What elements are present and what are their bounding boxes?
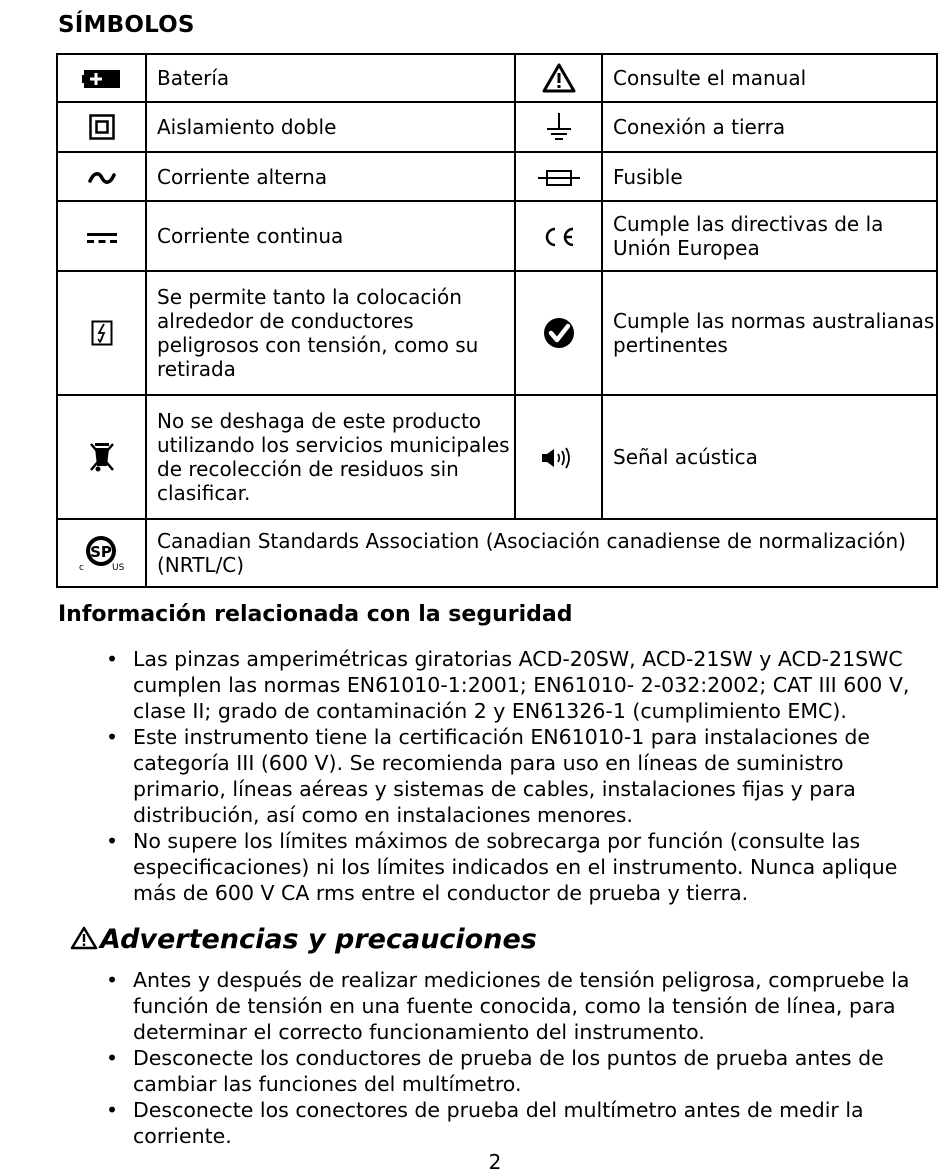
warnings-heading: Advertencias y precauciones xyxy=(100,924,537,955)
symbol-description: Batería xyxy=(146,54,515,102)
symbol-cell xyxy=(515,152,602,201)
symbol-cell xyxy=(57,102,146,152)
symbol-description: Fusible xyxy=(602,152,937,201)
alternating-current-icon xyxy=(88,171,116,185)
symbol-cell xyxy=(57,395,146,519)
symbol-cell xyxy=(57,152,146,201)
symbols-row xyxy=(57,271,937,395)
warning-triangle-icon xyxy=(70,926,98,950)
crossed-bin-icon xyxy=(89,440,115,474)
symbol-description: Corriente continua xyxy=(146,201,515,271)
symbol-description: No se deshaga de este producto utilizando los servicios municipales de recolección de residuos sin clasificar. xyxy=(146,395,515,519)
page-number: 2 xyxy=(488,1150,502,1174)
warnings-heading-block xyxy=(70,924,537,955)
list-item: • Las pinzas amperimétricas giratorias ACD-20SW, ACD-21SW y ACD-21SWC cumplen las normas EN61010-1:2001; EN61010- 2-032:2002; CAT III 600 V, clase II; grado de contaminación 2 y EN61326-1 (cumplimiento EMC). xyxy=(106,646,936,724)
csa-mark-icon xyxy=(75,533,129,573)
symbol-cell xyxy=(515,395,602,519)
list-item: • Antes y después de realizar mediciones de tensión peligrosa, compruebe la función de tensión en una fuente conocida, como la tensión de línea, para determinar el correcto funcionamiento del instrumento. xyxy=(106,967,936,1045)
symbols-table xyxy=(56,53,938,588)
symbol-cell xyxy=(57,519,146,587)
list-item: • Este instrumento tiene la certificación EN61010-1 para instalaciones de categoría III (600 V). Se recomienda para uso en líneas de suministro primario, líneas aéreas y sistemas de cables, instalaciones fijas y para distribución, así como en instalaciones menores. xyxy=(106,724,936,828)
symbol-description: Se permite tanto la colocación alrededor de conductores peligrosos con tensión, como su retirada xyxy=(146,271,515,395)
symbol-cell xyxy=(515,102,602,152)
csa-c-letter: c xyxy=(78,563,84,573)
list-item: • No supere los límites máximos de sobrecarga por función (consulte las especificaciones) ni los límites indicados en el instrumento. Nunca aplique más de 600 V CA rms entre el conductor de prueba y tierra. xyxy=(106,828,936,906)
csa-main-letters: SP xyxy=(89,543,112,561)
csa-us-letters: US xyxy=(111,563,124,573)
safety-list xyxy=(106,646,936,906)
hazardous-conductor-icon xyxy=(91,320,113,346)
symbol-cell xyxy=(57,54,146,102)
symbol-description: Conexión a tierra xyxy=(602,102,937,152)
symbols-row xyxy=(57,201,937,271)
symbol-description: Canadian Standards Association (Asociación canadiense de normalización) (NRTL/C) xyxy=(146,519,937,587)
symbols-row xyxy=(57,152,937,201)
symbols-row xyxy=(57,395,937,519)
symbol-description: Consulte el manual xyxy=(602,54,937,102)
ce-mark-icon xyxy=(541,226,577,248)
speaker-beep-icon xyxy=(541,446,577,470)
warning-triangle-icon xyxy=(542,63,576,93)
warnings-list xyxy=(106,967,936,1149)
list-item: • Desconecte los conductores de prueba de los puntos de prueba antes de cambiar las funciones del multímetro. xyxy=(106,1045,936,1097)
symbol-description: Cumple las normas australianas pertinentes xyxy=(602,271,937,395)
symbol-cell xyxy=(57,201,146,271)
symbols-row xyxy=(57,519,937,587)
double-insulation-icon xyxy=(89,114,115,140)
symbols-row xyxy=(57,54,937,102)
symbol-cell xyxy=(515,54,602,102)
symbol-description: Corriente alterna xyxy=(146,152,515,201)
symbol-cell xyxy=(515,201,602,271)
list-item: • Desconecte los conectores de prueba del multímetro antes de medir la corriente. xyxy=(106,1097,936,1149)
symbols-heading: SÍMBOLOS xyxy=(58,12,195,38)
symbol-description: Cumple las directivas de la Unión Europea xyxy=(602,201,937,271)
symbol-cell xyxy=(515,271,602,395)
ground-icon xyxy=(546,112,572,142)
safety-heading: Información relacionada con la seguridad xyxy=(58,602,573,627)
symbol-cell xyxy=(57,271,146,395)
c-tick-icon xyxy=(543,317,575,349)
fuse-icon xyxy=(538,168,580,188)
battery-icon xyxy=(82,68,122,90)
symbol-description: Señal acústica xyxy=(602,395,937,519)
symbols-row xyxy=(57,102,937,152)
direct-current-icon xyxy=(87,231,117,245)
symbol-description: Aislamiento doble xyxy=(146,102,515,152)
